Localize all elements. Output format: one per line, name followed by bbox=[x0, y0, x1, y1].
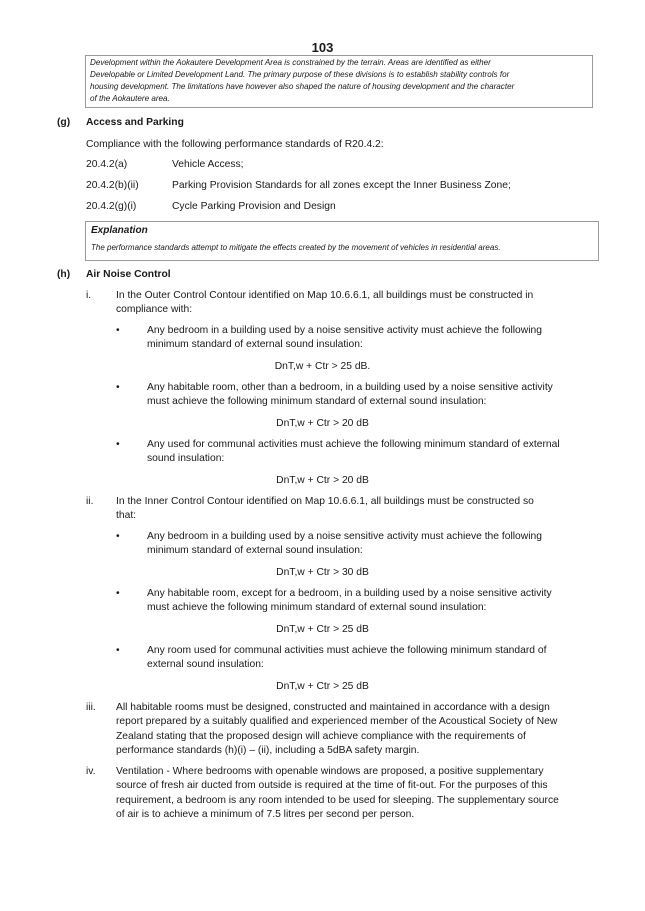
intro-line: Development within the Aokautere Development Area is constrained by the terrain. Areas are identified as either bbox=[90, 58, 491, 67]
bullet-text: Any room used for communal activities must achieve the following minimum standard of external sound insulation: bbox=[147, 645, 547, 671]
clause-text: All habitable rooms must be designed, constructed and maintained in accordance with a design report prepared by a suitably qualified and experienced member of the Acoustical Society of New Zealand stating that the proposed design will achieve compliance with the requirements of performance standards (h)(i) – (ii), including a 5dBA safety margin. bbox=[116, 702, 558, 757]
section-g-intro: Compliance with the following performance standards of R20.4.2: bbox=[86, 139, 384, 150]
bullet: • bbox=[116, 588, 120, 599]
clause-number: i. bbox=[86, 290, 92, 301]
formula: DnT,w + Ctr > 20 dB bbox=[276, 418, 369, 429]
bullet: • bbox=[116, 382, 120, 393]
standard-text: Cycle Parking Provision and Design bbox=[172, 201, 336, 212]
bullet-text: Any used for communal activities must achieve the following minimum standard of external sound insulation: bbox=[147, 439, 560, 465]
standard-text: Parking Provision Standards for all zones except the Inner Business Zone; bbox=[172, 180, 511, 191]
clause-number: iii. bbox=[86, 702, 96, 713]
clause-text: In the Inner Control Contour identified on Map 10.6.6.1, all buildings must be constructed so that: bbox=[116, 496, 534, 522]
intro-line: Developable or Limited Development Land. The primary purpose of these divisions is to establish stability controls for bbox=[90, 70, 510, 79]
page-number: 103 bbox=[311, 40, 334, 55]
section-g-label: (g) bbox=[57, 117, 71, 128]
bullet-text: Any habitable room, except for a bedroom, in a building used by a noise sensitive activity must achieve the following minimum standard of external sound insulation: bbox=[147, 588, 552, 614]
intro-line: of the Aokautere area. bbox=[90, 94, 170, 103]
explanation-box bbox=[85, 221, 599, 261]
formula: DnT,w + Ctr > 25 dB bbox=[276, 624, 369, 635]
formula: DnT,w + Ctr > 30 dB bbox=[276, 567, 369, 578]
section-h-label: (h) bbox=[57, 269, 71, 280]
section-g-heading: Access and Parking bbox=[86, 117, 184, 128]
explanation-text: The performance standards attempt to mitigate the effects created by the movement of vehicles in residential areas. bbox=[91, 243, 501, 252]
bullet: • bbox=[116, 645, 120, 656]
bullet-text: Any bedroom in a building used by a noise sensitive activity must achieve the following minimum standard of external sound insulation: bbox=[147, 531, 542, 557]
bullet: • bbox=[116, 531, 120, 542]
bullet-text: Any habitable room, other than a bedroom, in a building used by a noise sensitive activity must achieve the following minimum standard of external sound insulation: bbox=[147, 382, 553, 408]
standard-code: 20.4.2(g)(i) bbox=[86, 201, 137, 212]
clause-number: iv. bbox=[86, 766, 96, 777]
standard-text: Vehicle Access; bbox=[172, 159, 244, 170]
clause-number: ii. bbox=[86, 496, 94, 507]
standard-code: 20.4.2(a) bbox=[86, 159, 128, 170]
formula: DnT,w + Ctr > 25 dB bbox=[276, 681, 369, 692]
formula: DnT,w + Ctr > 20 dB bbox=[276, 475, 369, 486]
bullet: • bbox=[116, 325, 120, 336]
standard-code: 20.4.2(b)(ii) bbox=[86, 180, 139, 191]
explanation-title: Explanation bbox=[91, 225, 148, 236]
clause-text: Ventilation - Where bedrooms with openable windows are proposed, a positive supplementary source of fresh air ducted from outside is required at the time of fit-out. For the purposes of this requirement, a bedroom is any room intended to be used for sleeping. The supplementary source of air is to achieve a minimum of 7.5 litres per second per person. bbox=[116, 766, 559, 821]
bullet: • bbox=[116, 439, 120, 450]
intro-line: housing development. The limitations have however also shaped the nature of housing development and the character bbox=[90, 82, 515, 91]
bullet-text: Any bedroom in a building used by a noise sensitive activity must achieve the following minimum standard of external sound insulation: bbox=[147, 325, 542, 351]
intro-note-box bbox=[85, 55, 593, 108]
formula: DnT,w + Ctr > 25 dB. bbox=[274, 361, 371, 372]
section-h-heading: Air Noise Control bbox=[86, 269, 171, 280]
clause-text: In the Outer Control Contour identified on Map 10.6.6.1, all buildings must be constructed in compliance with: bbox=[116, 290, 534, 316]
